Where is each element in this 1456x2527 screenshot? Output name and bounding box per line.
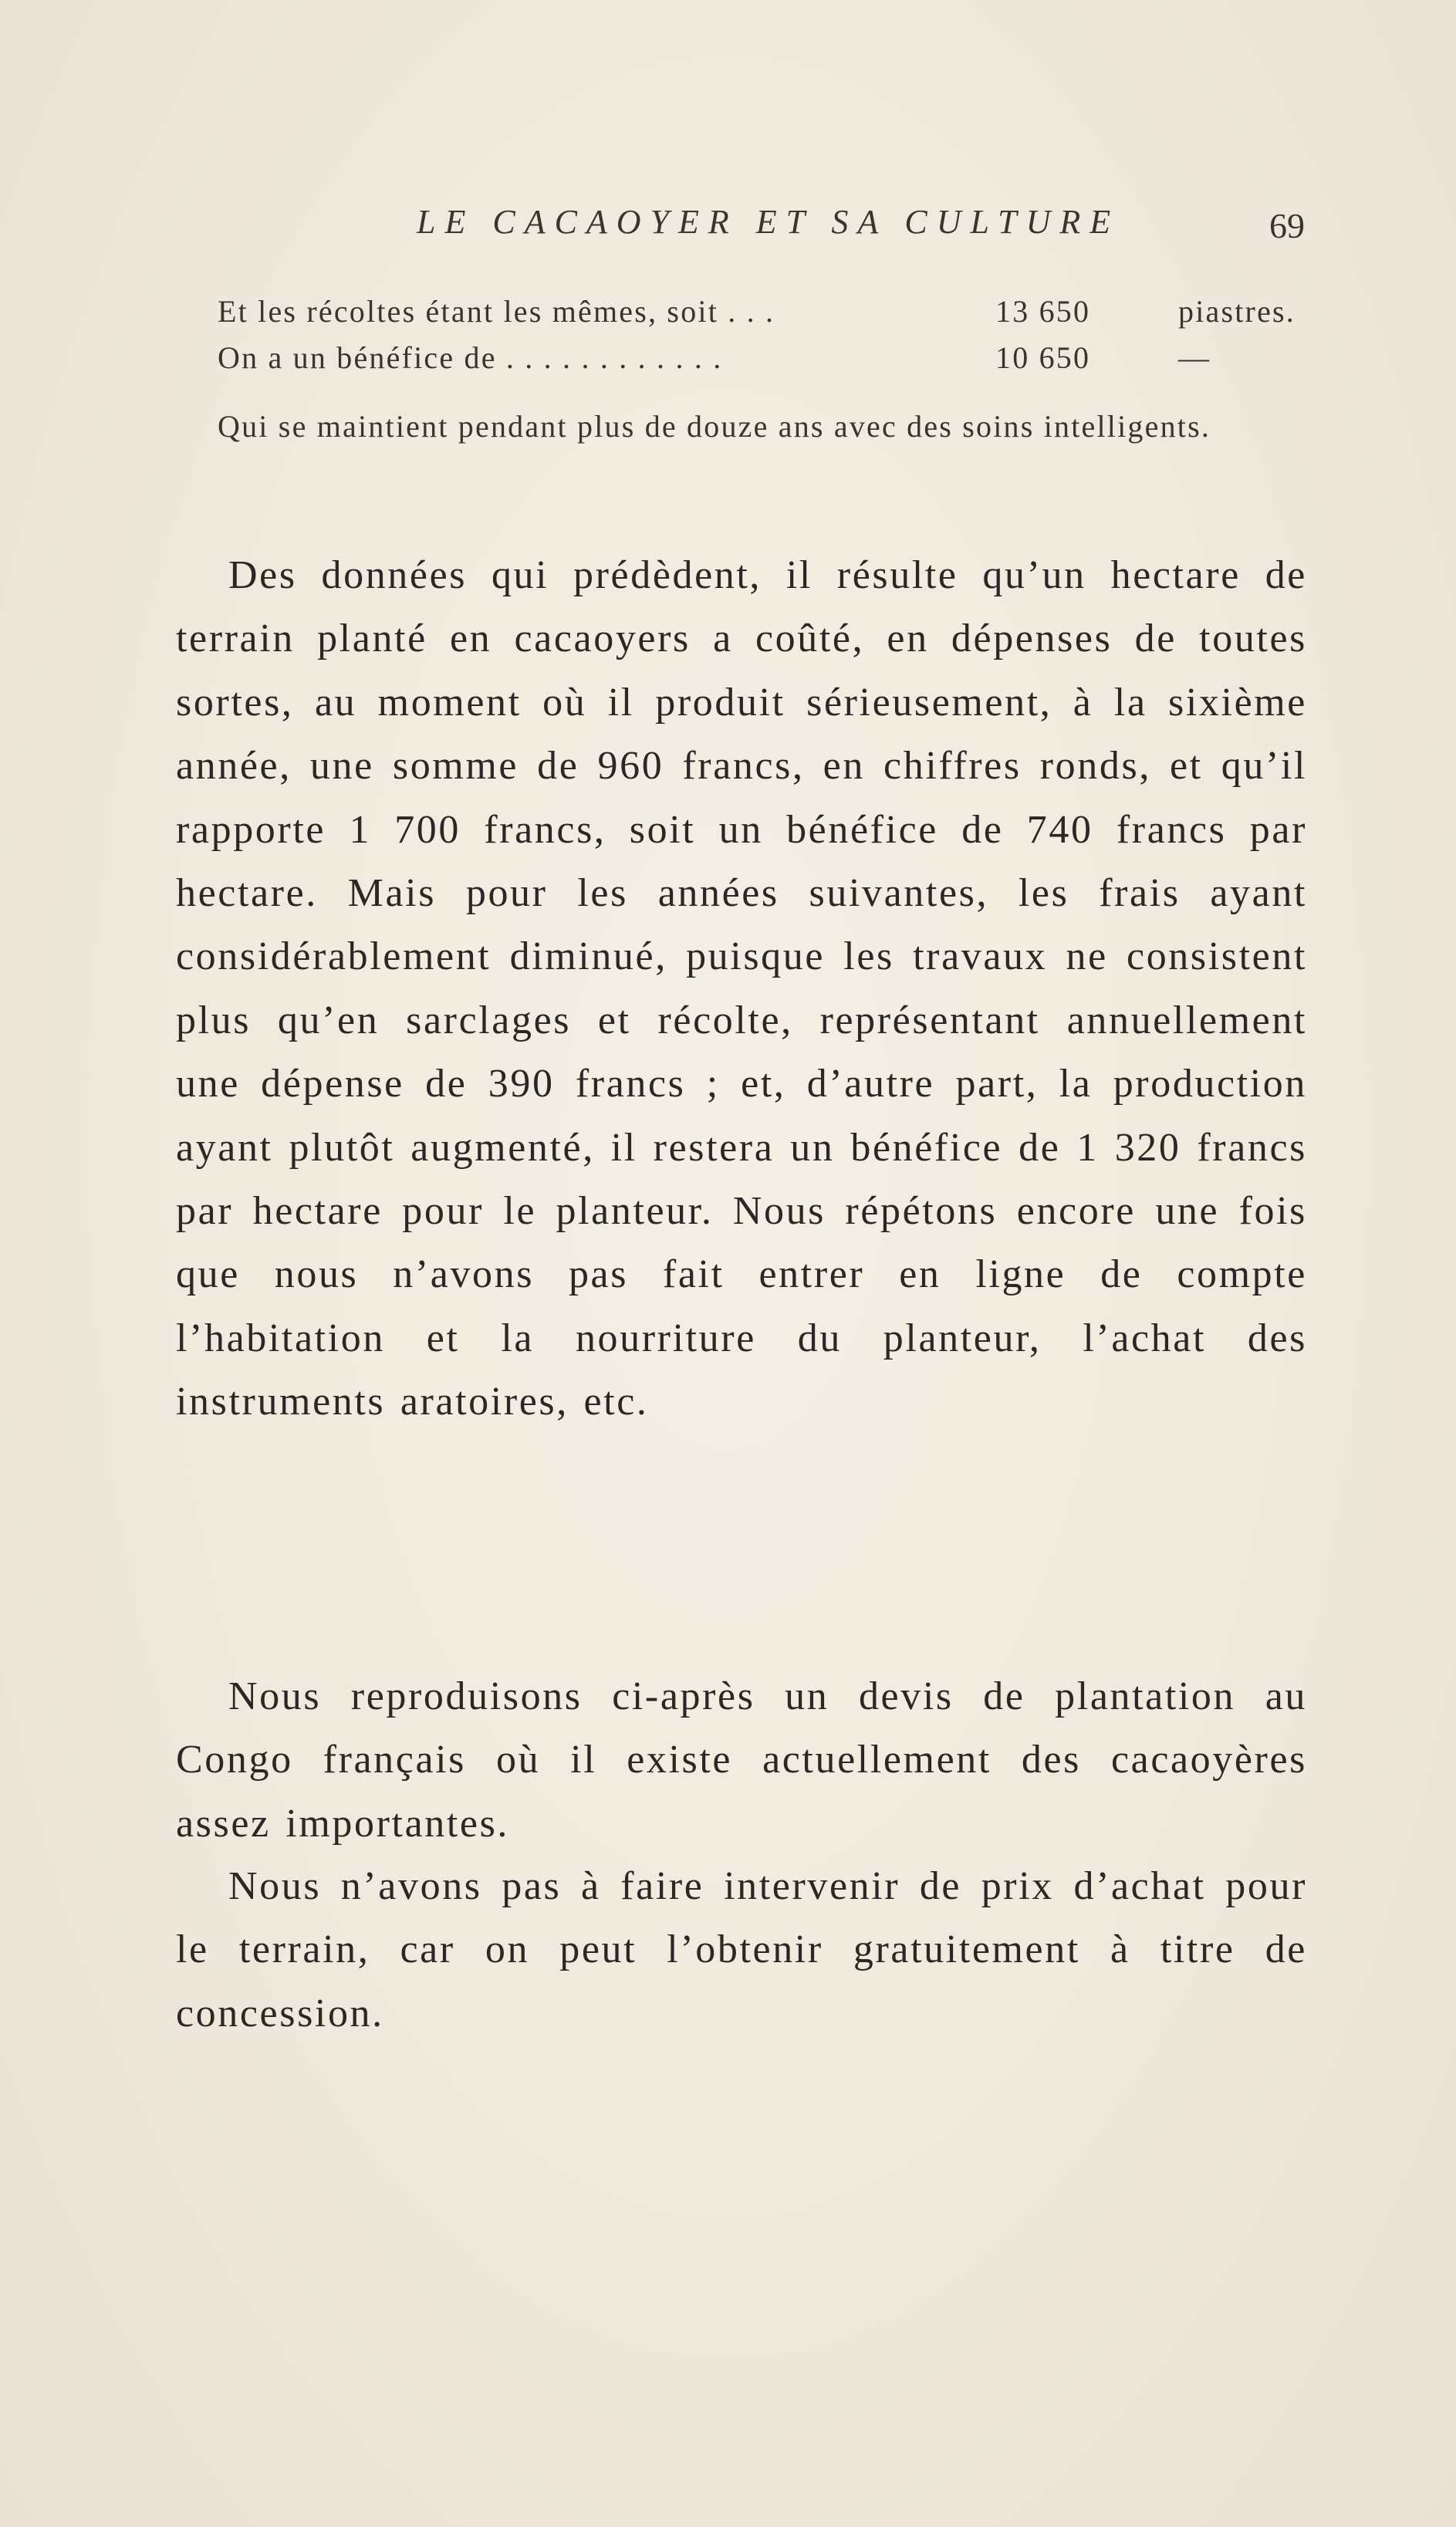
body-paragraph: Nous reproduisons ci-après un devis de plantation au Congo français où il existe actuellement des cacaoyères assez importantes.	[176, 1674, 1307, 1846]
summary-label: Et les récoltes étant les mêmes, soit . . .	[218, 294, 775, 329]
summary-unit: piastres.	[1178, 294, 1296, 329]
summary-row-profit	[218, 340, 1298, 386]
page-number: 69	[1269, 206, 1305, 245]
body-paragraph: Nous n’avons pas à faire intervenir de prix d’achat pour le terrain, car on peut l’obtenir gratuitement à titre de concession.	[176, 1864, 1307, 2035]
summary-row-harvest	[218, 293, 1298, 340]
summary-label: On a un bénéfice de . . . . . . . . . . . .	[218, 340, 723, 375]
summary-value: 10 650	[995, 340, 1091, 375]
summary-value: 13 650	[995, 294, 1091, 329]
summary-unit: —	[1178, 340, 1211, 375]
small-paragraph: Qui se maintient pendant plus de douze ans avec des soins intelligents.	[218, 409, 1211, 444]
body-paragraph: Des données qui prédèdent, il résulte qu’un hectare de terrain planté en cacaoyers a coûté, en dépenses de toutes sortes, au moment où il produit sérieusement, à la sixième année, une somme de 960 francs, en chiffres ronds, et qu’il rapporte 1 700 francs, soit un bénéfice de 740 francs par hectare. Mais pour les années suivantes, les frais ayant considérablement diminué, puisque les travaux ne consistent plus qu’en sarclages et récolte, représentant annuellement une dépense de 390 francs ; et, d’autre part, la production ayant plutôt augmenté, il restera un bénéfice de 1 320 francs par hectare pour le planteur. Nous répétons encore une fois que nous n’avons pas fait entrer en ligne de compte l’habitation et la nourriture du planteur, l’achat des instruments aratoires, etc.	[176, 553, 1307, 1424]
running-title: LE CACAOYER ET SA CULTURE	[417, 203, 1120, 241]
page-header	[417, 202, 1327, 256]
